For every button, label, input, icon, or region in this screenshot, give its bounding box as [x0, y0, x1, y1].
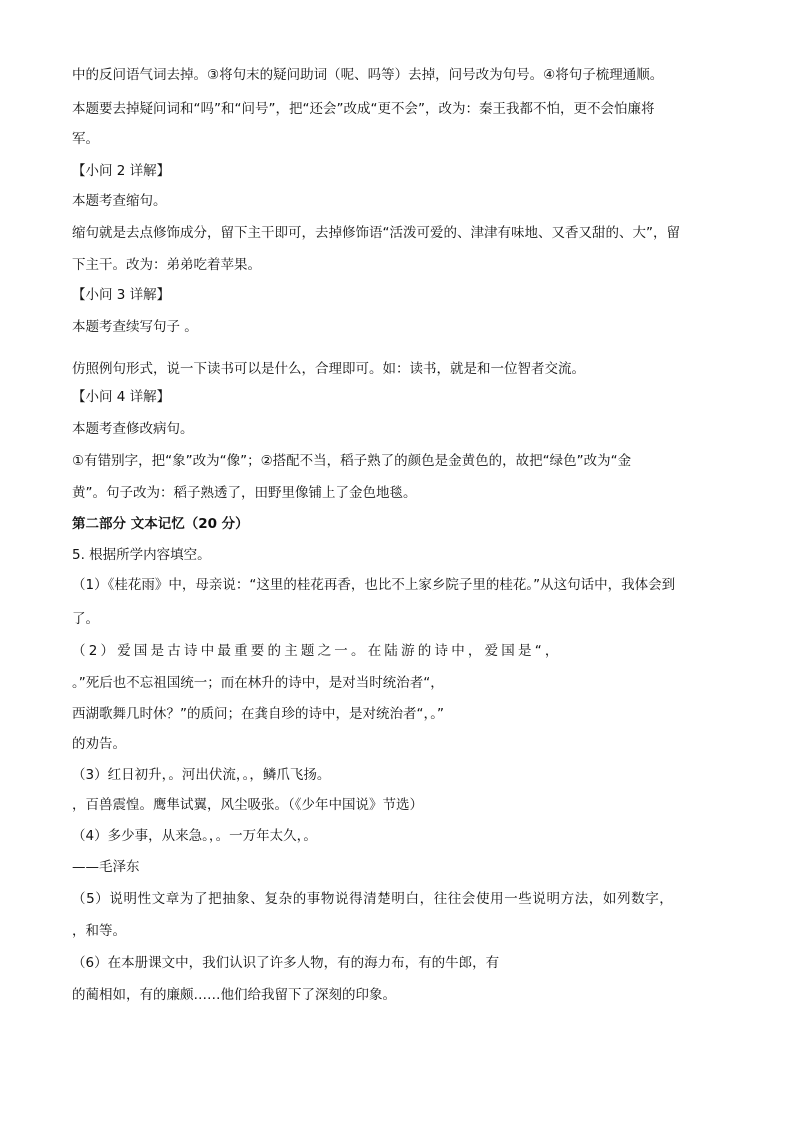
question-5-title: 5. 根据所学内容填空。: [72, 547, 211, 563]
explanation-line: 仿照例句形式，说一下读书可以是什么，合理即可。如：读书，就是和一位智者交流。: [72, 361, 585, 377]
fill-3-line-a: （3）红日初升，。河出伏流，。，鳞爪飞扬。: [72, 767, 331, 783]
fill-1-line-a: （1）《桂花雨》中，母亲说：“这里的桂花再香，也比不上家乡院子里的桂花。”从这句话中，我体会到: [72, 577, 676, 593]
fill-2-line-d: 的劝告。: [72, 736, 126, 752]
fill-5-line-b: ，和等。: [72, 923, 126, 939]
explanation-line: 本题考查修改病句。: [72, 421, 194, 437]
fill-6-line-b: 的蔺相如，有的廉颇……他们给我留下了深刻的印象。: [72, 987, 396, 1003]
explanation-line: 下主干。改为：弟弟吃着苹果。: [72, 257, 261, 273]
fill-1-line-b: 了。: [72, 611, 99, 627]
explanation-line: 本题要去掉疑问词和“吗”和“问号”，把“还会”改成“更不会”，改为：秦王我都不怕，更不会怕廉将: [72, 101, 655, 117]
explanation-line: 缩句就是去点修饰成分，留下主干即可，去掉修饰语“活泼可爱的、津津有味地、又香又甜的、大”，留: [72, 225, 680, 241]
section-title: 第二部分 文本记忆（20 分）: [72, 516, 249, 532]
fill-2-line-b: 。”死后也不忘祖国统一；而在林升的诗中，是对当时统治者“，: [72, 675, 444, 691]
subquestion-heading: 【小问 3 详解】: [72, 287, 171, 303]
explanation-line: 军。: [72, 131, 99, 147]
fill-4-author: ——毛泽东: [72, 859, 140, 875]
subquestion-heading: 【小问 2 详解】: [72, 163, 171, 179]
fill-2-line-c: 西湖歌舞几时休？”的质问；在龚自珍的诗中，是对统治者“，。”: [72, 706, 444, 722]
fill-2-line-a: （2）爱国是古诗中最重要的主题之一。在陆游的诗中，爱国是“，: [72, 643, 562, 659]
fill-4-line-a: （4）多少事，从来急。，。一万年太久，。: [72, 828, 317, 844]
fill-6-line-a: （6）在本册课文中，我们认识了许多人物，有的海力布，有的牛郎，有: [72, 955, 500, 971]
subquestion-heading: 【小问 4 详解】: [72, 389, 171, 405]
explanation-line: 本题考查缩句。: [72, 193, 167, 209]
explanation-line: ①有错别字，把“象”改为“像”；②搭配不当，稻子熟了的颜色是金黄色的，故把“绿色”改为“金: [72, 453, 632, 469]
explanation-line: 黄”。句子改为：稻子熟透了，田野里像铺上了金色地毯。: [72, 485, 417, 501]
fill-3-line-b: ，百兽震惶。鹰隼试翼，风尘吸张。（《少年中国说》节选）: [72, 797, 423, 813]
fill-5-line-a: （5）说明性文章为了把抽象、复杂的事物说得清楚明白，往往会使用一些说明方法，如列数字，: [72, 891, 674, 907]
explanation-line: 中的反问语气词去掉。③将句末的疑问助词（呢、吗等）去掉，问号改为句号。④将句子梳理通顺。: [72, 67, 664, 83]
explanation-line: 本题考查续写句子 。: [72, 319, 198, 335]
